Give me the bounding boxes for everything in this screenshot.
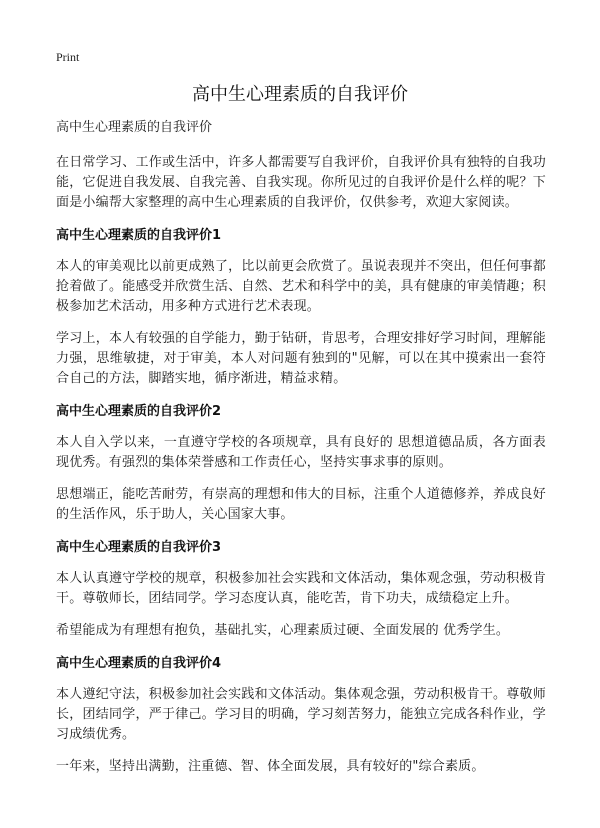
section-paragraph: 本人遵纪守法，积极参加社会实践和文体活动。集体观念强，劳动积极肯干。尊敬师长，团结同学，严于律己。学习目的明确，学习刻苦努力，能独立完成各科作业，学习成绩优秀。 xyxy=(56,687,546,742)
section-heading: 高中生心理素质的自我评价3 xyxy=(56,540,222,555)
document-body xyxy=(56,118,546,789)
section-3 xyxy=(56,539,546,641)
section-4 xyxy=(56,655,546,777)
section-paragraph: 学习上，本人有较强的自学能力，勤于钻研，肯思考，合理安排好学习时间，理解能力强，思维敏捷，对于审美，本人对问题有独到的"见解，可以在其中摸索出一套符合自己的方法，脚踏实地，循序渐进，精益求精。 xyxy=(56,331,546,386)
section-1 xyxy=(56,227,546,389)
section-paragraph: 一年来，坚持出满勤，注重德、智、体全面发展，具有较好的"综合素质。 xyxy=(56,759,485,774)
section-heading: 高中生心理素质的自我评价1 xyxy=(56,228,222,243)
section-paragraph: 思想端正，能吃苦耐劳，有崇高的理想和伟大的目标，注重个人道德修养，养成良好的生活作风，乐于助人，关心国家大事。 xyxy=(56,487,546,522)
document-subtitle: 高中生心理素质的自我评价 xyxy=(56,120,213,135)
section-paragraph: 希望能成为有理想有抱负，基础扎实，心理素质过硬、全面发展的 优秀学生。 xyxy=(56,623,510,638)
print-link[interactable]: Print xyxy=(56,50,80,64)
page-title: 高中生心理素质的自我评价 xyxy=(192,84,408,105)
section-paragraph: 本人的审美观比以前更成熟了，比以前更会欣赏了。虽说表现并不突出，但任何事都抢着做了。能感受并欣赏生活、自然、艺术和科学中的美，具有健康的审美情趣；积极参加艺术活动，用多种方式进行艺术表现。 xyxy=(56,259,546,314)
section-paragraph: 本人自入学以来，一直遵守学校的各项规章，具有良好的 思想道德品质，各方面表现优秀。有强烈的集体荣誉感和工作责任心，坚持实事求事的原则。 xyxy=(56,435,546,470)
section-heading: 高中生心理素质的自我评价2 xyxy=(56,404,222,419)
section-2 xyxy=(56,403,546,525)
section-paragraph: 本人认真遵守学校的规章，积极参加社会实践和文体活动，集体观念强，劳动积极肯干。尊敬师长，团结同学。学习态度认真，能吃苦，肯下功夫，成绩稳定上升。 xyxy=(56,571,546,606)
section-heading: 高中生心理素质的自我评价4 xyxy=(56,656,222,671)
intro-paragraph: 在日常学习、工作或生活中，许多人都需要写自我评价，自我评价具有独特的自我功能，它促进自我发展、自我完善、自我实现。你所见过的自我评价是什么样的呢？下面是小编帮大家整理的高中生心理素质的自我评价，仅供参考，欢迎大家阅读。 xyxy=(56,155,546,210)
